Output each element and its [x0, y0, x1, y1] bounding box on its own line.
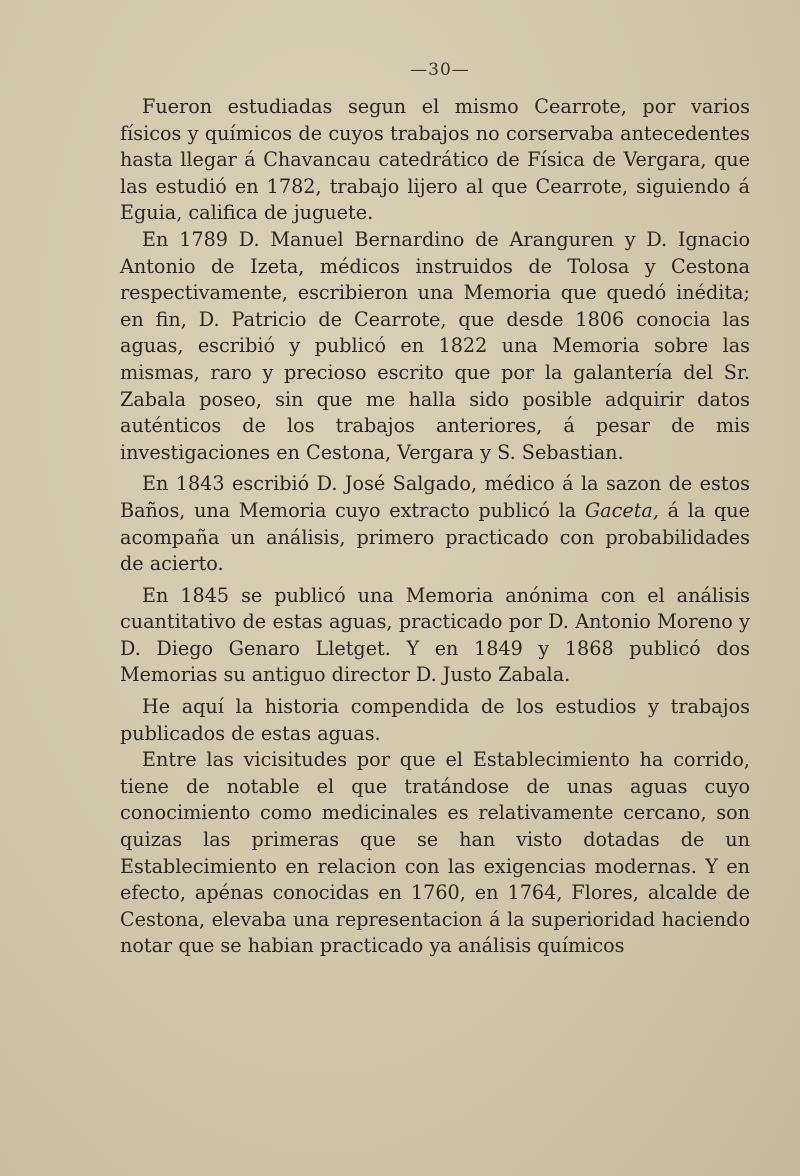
- paragraph-4: En 1845 se publicó una Memoria anónima con el análisis cuantitativo de estas aguas, practicado por D. Antonio Moreno y D. Diego Genaro Lletget. Y en 1849 y 1868 publicó dos Memorias su antiguo director D. Justo Zabala.: [120, 583, 750, 687]
- paragraph-1: Fueron estudiadas segun el mismo Cearrote, por varios físicos y químicos de cuyos trabajos no corservaba antecedentes hasta llegar á Chavancau catedrático de Física de Vergara, que las estudió en 1782, trabajo lijero al que Cearrote, siguiendo á Eguia, califica de juguete.: [120, 95, 750, 225]
- paragraph-3-head: En 1843 escribió D. José Salgado, médico á la sazon de estos Baños, una Memoria cuyo extracto publicó la: [120, 472, 750, 522]
- paragraph-6: Entre las vicisitudes por que el Establecimiento ha corrido, tiene de notable el que tratándose de unas aguas cuyo conocimiento como medicinales es relativamente cercano, son quizas las primeras que se han visto dotadas de un Establecimiento en relacion con las exigencias modernas. Y en efecto, apénas conocidas en 1760, en 1764, Flores, alcalde de Cestona, elevaba una representacion á la superioridad haciendo notar que se habian practicado ya análisis químicos: [120, 748, 750, 958]
- paragraph-2: En 1789 D. Manuel Bernardino de Aranguren y D. Ignacio Antonio de Izeta, médicos instruidos de Tolosa y Cestona respectivamente, escribieron una Memoria que quedó inédita; en fin, D. Patricio de Cearrote, que desde 1806 conocia las aguas, escribió y publicó en 1822 una Memoria sobre las mismas, raro y precioso escrito que por la galantería del Sr. Zabala poseo, sin que me halla sido posible adquirir datos auténticos de los trabajos anteriores, á pesar de mis investigaciones en Cestona, Vergara y S. Sebastian.: [120, 227, 750, 464]
- paragraph-5: He aquí la historia compendida de los estudios y trabajos publicados de estas aguas.: [120, 695, 750, 745]
- paragraph-3: [120, 471, 750, 577]
- gaceta-italic: Gaceta,: [584, 498, 659, 522]
- body-text: [120, 94, 750, 960]
- paragraph-3-tail: á la que acompaña un análisis, primero practicado con probabilidades de acierto.: [120, 498, 750, 576]
- page-number: —30—: [410, 60, 470, 80]
